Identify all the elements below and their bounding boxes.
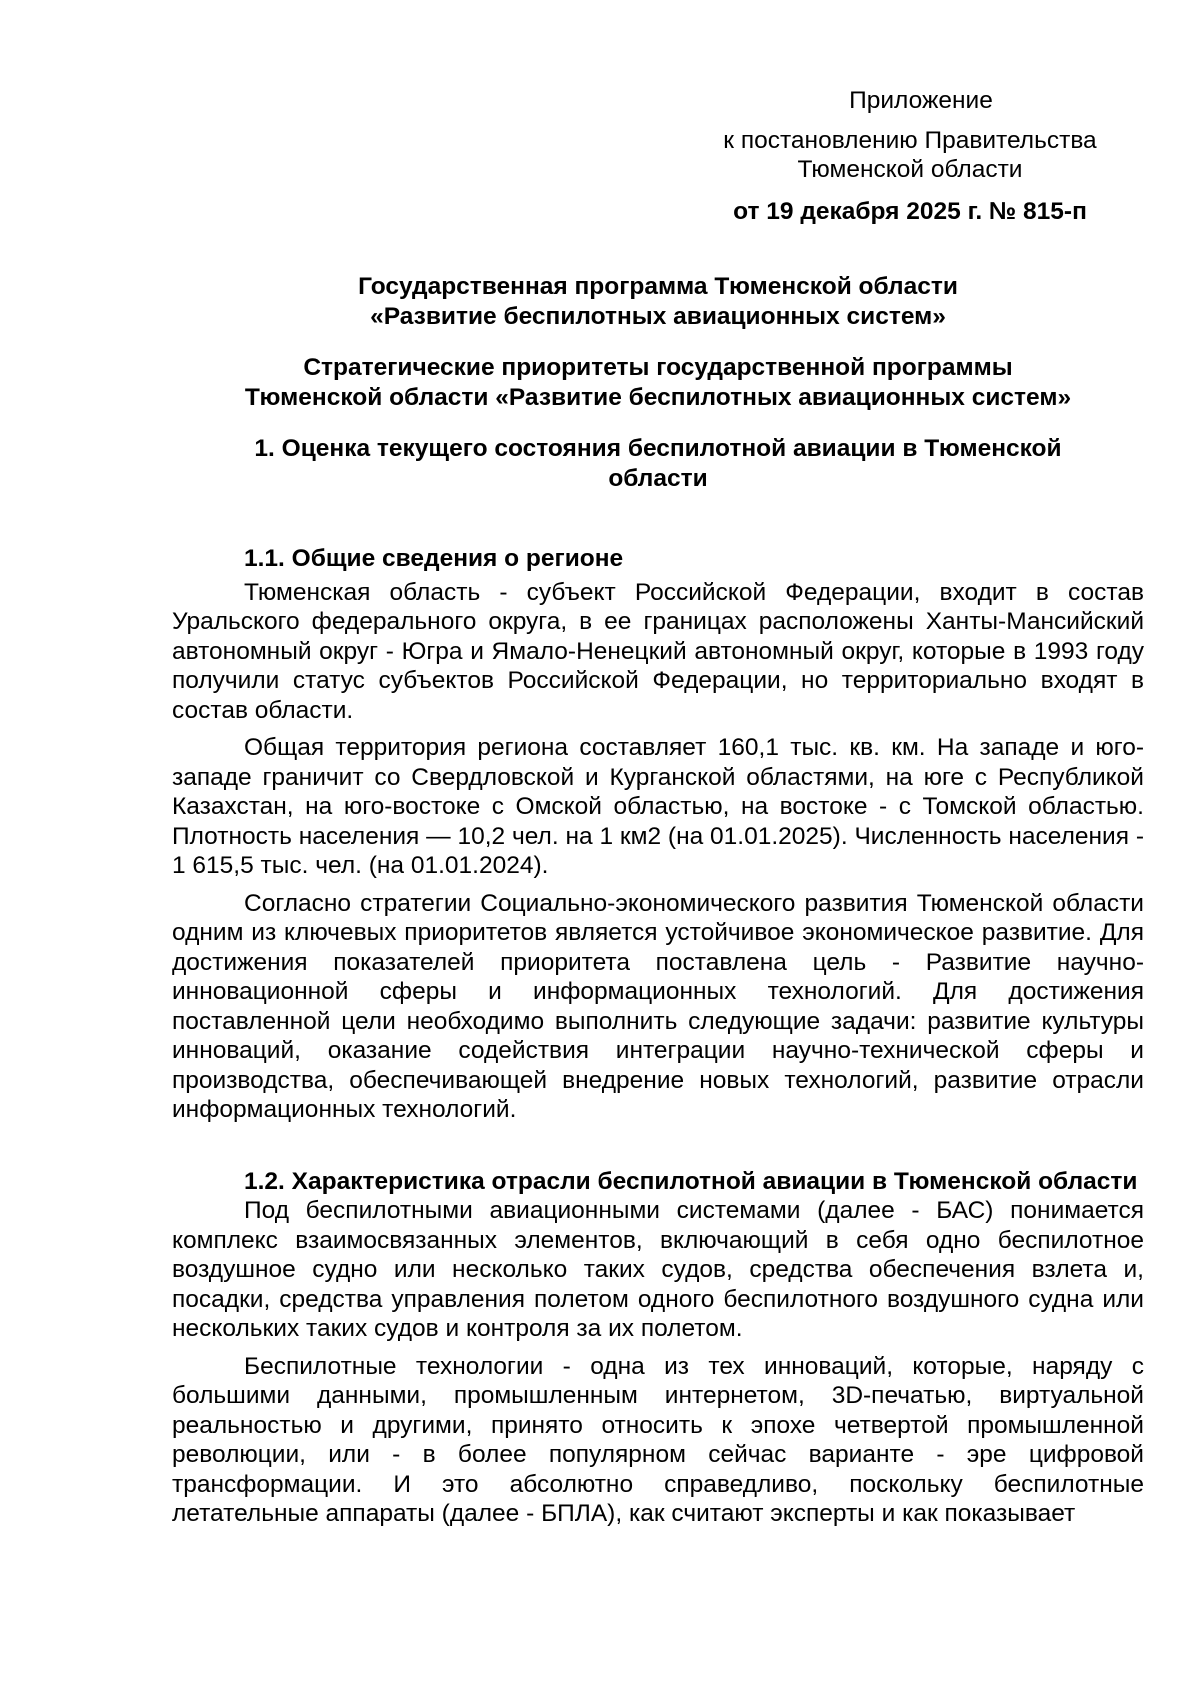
- priorities-title-line: Стратегические приоритеты государственной программы: [303, 354, 1013, 381]
- paragraph: Общая территория региона составляет 160,1 тыс. кв. км. На западе и юго-западе граничит со Свердловской и Курганской областями, на юге с Республикой Казахстан, на юго-востоке с Омской областью, на востоке - с Томской областью. Плотность населения — 10,2 чел. на 1 км2 (на 01.01.2025). Численность населения - 1 615,5 тыс. чел. (на 01.01.2024).: [172, 734, 1144, 879]
- decree-reference: к постановлению Правительства: [723, 126, 1097, 154]
- priorities-title-line: Тюменской области «Развитие беспилотных авиационных систем»: [244, 383, 1072, 411]
- section-1-1-heading: 1.1. Общие сведения о регионе: [244, 545, 624, 572]
- paragraph: Беспилотные технологии - одна из тех инноваций, которые, наряду с большими данными, промышленным интернетом, 3D-печатью, виртуальной реальностью и другими, принято относить к эпохе четвертой промышленной революции, или - в более популярном сейчас варианте - эре цифровой трансформации. И это абсолютно справедливо, поскольку беспилотные летательные аппараты (далее - БПЛА), как считают эксперты и как показывает: [172, 1352, 1144, 1527]
- appendix-label: Приложение: [849, 87, 993, 114]
- document-titles: [172, 272, 1144, 515]
- paragraph: Согласно стратегии Социально-экономического развития Тюменской области одним из ключевых приоритетов является устойчивое экономическое развитие. Для достижения показателей приоритета поставлена цель - Развитие научно-инновационной сферы и информационных технологий. Для достижения поставленной цели необходимо выполнить следующие задачи: развитие культуры инноваций, оказание содействия интеграции научно-технической сферы и производства, обеспечивающей внедрение новых технологий, развитие отрасли информационных технологий.: [172, 889, 1144, 1123]
- document-body: [172, 544, 1144, 1537]
- section-spacer: [172, 1133, 1144, 1167]
- section-1-2-heading: 1.2. Характеристика отрасли беспилотной авиации в Тюменской области: [244, 1167, 1138, 1195]
- paragraph: Тюменская область - субъект Российской Федерации, входит в состав Уральского федерального округа, в ее границах расположены Ханты-Мансийский автономный округ - Югра и Ямало-Ненецкий автономный округ, которые в 1993 году получили статус субъектов Российской Федерации, но территориально входят в состав области.: [172, 578, 1144, 724]
- paragraph: Под беспилотными авиационными системами (далее - БАС) понимается комплекс взаимосвязанных элементов, включающий в себя одно беспилотное воздушное судно или несколько таких судов, средства обеспечения взлета и, посадки, средства управления полетом одного беспилотного воздушного судна или нескольких таких судов и контроля за их полетом.: [172, 1197, 1144, 1342]
- region-name: Тюменской области: [797, 156, 1023, 183]
- section-1-title-line: 1. Оценка текущего состояния беспилотной авиации в Тюменской: [254, 435, 1062, 462]
- priorities-title: [172, 353, 1144, 412]
- program-title-line: «Развитие беспилотных авиационных систем»: [370, 302, 946, 330]
- decree-date-number: от 19 декабря 2025 г. № 815-п: [733, 197, 1087, 225]
- program-title: [172, 272, 1144, 331]
- section-1-title-line: области: [608, 464, 708, 492]
- appendix-header: [690, 86, 1130, 226]
- program-title-line: Государственная программа Тюменской области: [358, 273, 958, 300]
- section-1-title: [172, 434, 1144, 493]
